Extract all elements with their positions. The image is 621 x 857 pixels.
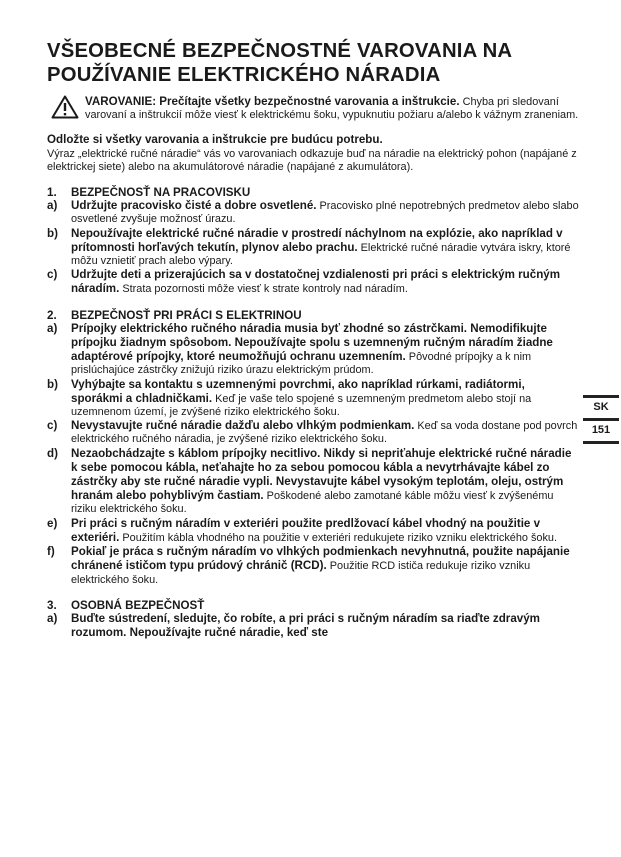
item-bold: Udržujte pracovisko čisté a dobre osvetlené.: [71, 199, 317, 213]
item-text: [71, 419, 579, 446]
list-item: [47, 545, 579, 587]
list-item: [47, 378, 579, 420]
item-normal: Pracovisko plné nepotrebných predmetov alebo slabo osvetlené zvyšuje možnosť úrazu.: [71, 200, 579, 226]
item-bold: Vyhýbajte sa kontaktu s uzemnenými povrchmi, ako napríklad rúrkami, radiátormi, sporákmi a chladničkami.: [71, 377, 525, 405]
item-bold: Nevystavujte ručné náradie dažďu alebo vlhkým podmienkam.: [71, 419, 415, 433]
list-item: [47, 199, 579, 226]
item-normal: Keď sa voda dostane pod povrch elektrického ručného náradia, je zvýšené riziko elektrického šoku.: [71, 420, 578, 446]
keep-bold: Odložte si všetky varovania a inštrukcie pre budúcu potrebu.: [47, 133, 383, 147]
item-bold: Nepoužívajte elektrické ručné náradie v prostredí náchylnom na explózie, ako napríklad v prítomnosti horľavých tekutín, plynov alebo prachu.: [71, 226, 563, 254]
item-bold: Pri práci s ručným náradím v exteriéri použite predlžovací kábel vhodný na použitie v exteriéri.: [71, 516, 541, 544]
keep-instructions: [47, 133, 579, 174]
list-item: [47, 447, 579, 517]
item-normal: Elektrické ručné náradie vytvára iskry, ktoré môžu vznietiť prach alebo výpary.: [71, 241, 571, 268]
item-text: [71, 545, 579, 587]
item-bold: Prípojky elektrického ručného náradia musia byť zhodné so zástrčkami. Nemodifikujte prípojku žiadnym spôsobom. Nepoužívajte spolu s uzemneným ručným náradím žiadne adaptérové prípojky, ktoré neumožňujú ochranu uzemnením.: [71, 321, 553, 364]
item-bold: Pokiaľ je práca s ručným náradím vo vlhkých podmienkach nevyhnutná, použite napájanie chránené ističom typu prúdový chránič (RCD).: [71, 545, 570, 573]
title-line-1: VŠEOBECNÉ BEZPEČNOSTNÉ VAROVANIA NA: [47, 40, 513, 62]
keep-text: Výraz „elektrické ručné náradie“ vás vo varovaniach odkazuje buď na náradie na elektrický pohon (napájané z elektrickej siete) alebo na akumulátorové náradie (napájané z akumulátora).: [47, 147, 577, 173]
warning-bold: VAROVANIE: Prečítajte všetky bezpečnostné varovania a inštrukcie.: [85, 95, 460, 108]
language-label: SK: [593, 401, 609, 413]
section-2: [47, 309, 579, 587]
page-tab: [583, 395, 619, 444]
section-title: OSOBNÁ BEZPEČNOSŤ: [71, 598, 205, 612]
warning-triangle-icon: [51, 95, 79, 119]
list-item: [47, 517, 579, 545]
section-title: BEZPEČNOSŤ NA PRACOVISKU: [71, 186, 251, 200]
item-letter: a): [47, 611, 58, 625]
item-text: [71, 322, 579, 378]
section-1: [47, 186, 579, 297]
item-letter: c): [47, 268, 58, 282]
list-item: [47, 268, 579, 296]
page-content: [47, 39, 579, 640]
item-letter: a): [47, 199, 58, 213]
section-title: BEZPEČNOSŤ PRI PRÁCI S ELEKTRINOU: [71, 308, 302, 322]
section-3: [47, 599, 579, 641]
section-heading: [47, 309, 579, 322]
item-text: [71, 517, 579, 545]
section-number: 1.: [47, 186, 57, 200]
item-normal: Strata pozornosti môže viesť k strate kontroly nad náradím.: [119, 283, 408, 296]
item-text: [71, 612, 579, 640]
title-line-2: POUŽÍVANIE ELEKTRICKÉHO NÁRADIA: [47, 64, 441, 86]
page-title: [47, 39, 579, 87]
item-letter: c): [47, 419, 58, 433]
item-letter: b): [47, 226, 58, 240]
item-bold: Udržujte deti a prizerajúcich sa v dostatočnej vzdialenosti pri práci s elektrickým ručným náradím.: [71, 268, 561, 296]
item-letter: a): [47, 321, 58, 335]
item-normal: Pôvodné prípojky a k nim prislúchajúce zástrčky znižujú riziko úrazu elektrickým prúdom.: [71, 351, 532, 377]
section-heading: [47, 599, 579, 612]
page-number: 151: [591, 424, 611, 436]
item-bold: Buďte sústredení, sledujte, čo robíte, a pri práci s ručným náradím sa riaďte zdravým rozumom. Nepoužívajte ručné náradie, keď ste: [71, 611, 540, 640]
item-bold: Nezaobchádzajte s káblom prípojky necitlivo. Nikdy si nepriťahuje elektrické ručné náradie k sebe pomocou kábla, neťahajte ho za sebou pomocou kábla a nevytrhávajte kábel zo zástrčky aby ste ručné náradie vypli. Nevystavujte kábel vysokým teplotám, oleju, ostrým hranám alebo pohyblivým častiam.: [71, 446, 572, 503]
item-text: [71, 447, 579, 517]
item-text: [71, 268, 579, 296]
item-normal: Keď je vaše telo spojené s uzemneným predmetom alebo stojí na uzemnenom území, je zvýšené riziko elektrického šoku.: [71, 392, 532, 419]
list-item: [47, 419, 579, 446]
item-normal: Použitím kábla vhodného na použitie v exteriéri redukujete riziko vzniku elektrického šoku.: [119, 531, 558, 544]
item-letter: f): [47, 545, 55, 559]
list-item: [47, 227, 579, 269]
item-normal: Použitie RCD ističa redukuje riziko vzniku elektrického šoku.: [71, 560, 531, 586]
item-text: [71, 227, 579, 269]
warning-block: [47, 95, 579, 122]
item-text: [71, 378, 579, 420]
item-letter: b): [47, 377, 58, 391]
item-letter: e): [47, 516, 58, 530]
item-letter: d): [47, 446, 58, 460]
warning-text: Chyba pri sledovaní varovaní a inštrukcií môže viesť k elektrickému šoku, vypuknutiu požiaru a/alebo k vážnym zraneniam.: [85, 96, 579, 122]
section-number: 3.: [47, 598, 57, 612]
list-item: [47, 612, 579, 640]
section-number: 2.: [47, 308, 57, 322]
section-heading: [47, 186, 579, 199]
list-item: [47, 322, 579, 378]
item-normal: Poškodené alebo zamotané káble môžu viesť k zvýšenému riziku elektrického šoku.: [71, 490, 554, 516]
item-text: [71, 199, 579, 226]
